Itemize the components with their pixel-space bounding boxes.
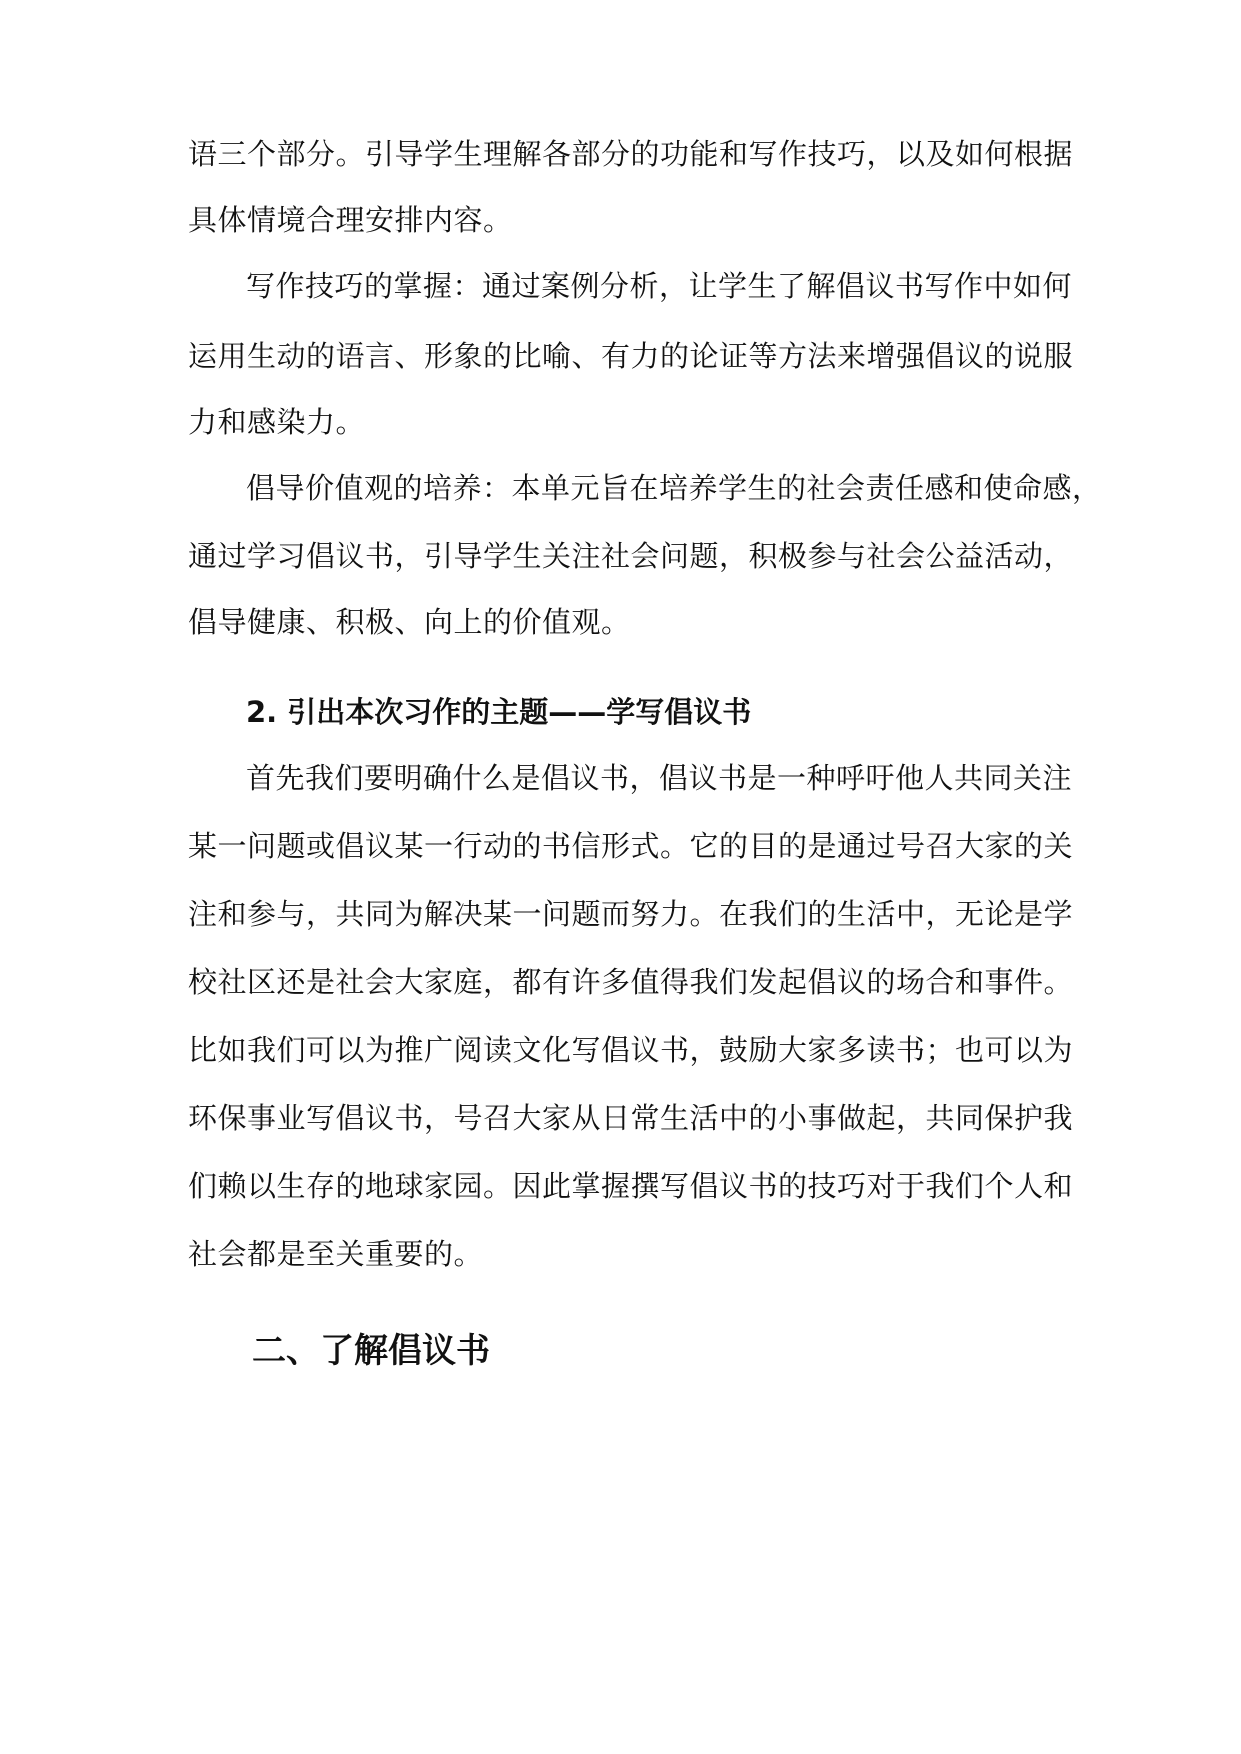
paragraph-line: 们赖以生存的地球家园。因此掌握撰写倡议书的技巧对于我们个人和 xyxy=(188,1169,1074,1203)
paragraph-line: 具体情境合理安排内容。 xyxy=(188,203,513,237)
section-heading: 2. 引出本次习作的主题——学写倡议书 xyxy=(246,695,752,729)
paragraph-line: 首先我们要明确什么是倡议书，倡议书是一种呼吁他人共同关注 xyxy=(246,761,1073,795)
paragraph-line: 校社区还是社会大家庭，都有许多值得我们发起倡议的场合和事件。 xyxy=(188,965,1074,999)
paragraph-line: 倡导价值观的培养：本单元旨在培养学生的社会责任感和使命感， xyxy=(246,471,1102,505)
paragraph-line: 环保事业写倡议书，号召大家从日常生活中的小事做起，共同保护我 xyxy=(188,1101,1074,1135)
paragraph-line: 倡导健康、积极、向上的价值观。 xyxy=(188,605,631,639)
paragraph-line: 通过学习倡议书，引导学生关注社会问题，积极参与社会公益活动， xyxy=(188,539,1074,573)
paragraph-line: 某一问题或倡议某一行动的书信形式。它的目的是通过号召大家的关 xyxy=(188,829,1074,863)
paragraph-line: 比如我们可以为推广阅读文化写倡议书，鼓励大家多读书；也可以为 xyxy=(188,1033,1074,1067)
paragraph-line: 注和参与，共同为解决某一问题而努力。在我们的生活中，无论是学 xyxy=(188,897,1074,931)
paragraph-line: 力和感染力。 xyxy=(188,405,366,439)
chapter-heading: 二、了解倡议书 xyxy=(252,1331,490,1371)
paragraph-line: 语三个部分。引导学生理解各部分的功能和写作技巧，以及如何根据 xyxy=(188,137,1074,171)
paragraph-line: 写作技巧的掌握：通过案例分析，让学生了解倡议书写作中如何 xyxy=(246,269,1073,303)
paragraph-line: 运用生动的语言、形象的比喻、有力的论证等方法来增强倡议的说服 xyxy=(188,339,1074,373)
paragraph-line: 社会都是至关重要的。 xyxy=(188,1237,484,1271)
